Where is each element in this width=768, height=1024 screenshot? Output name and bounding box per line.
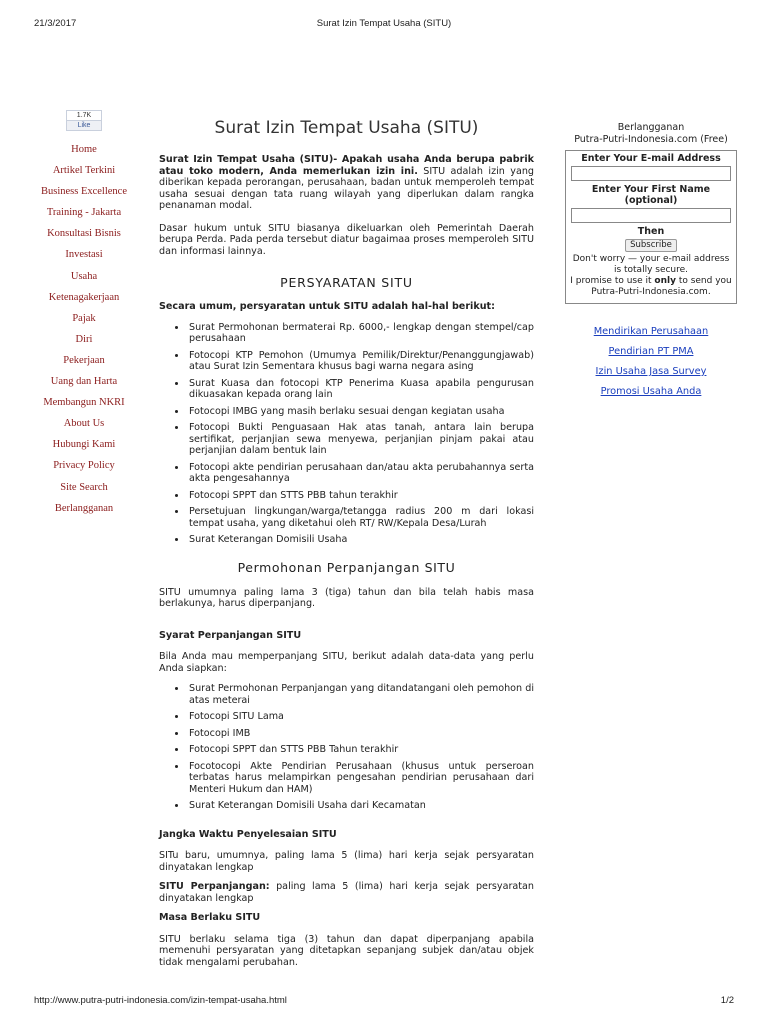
processing-renewal-bold: SITU Perpanjangan:	[159, 881, 270, 892]
requirement-item: • Fotocopi IMBG yang masih berlaku sesuai dengan kegiatan usaha	[187, 406, 534, 418]
related-link-pendirian-pt-pma[interactable]: Pendirian PT PMA	[608, 346, 694, 357]
sidebar-item-konsultasi-bisnis[interactable]: Konsultasi Bisnis	[47, 228, 121, 240]
processing-renewal-paragraph	[159, 881, 534, 904]
first-name-field[interactable]	[571, 208, 731, 223]
promise-text-b: only	[654, 276, 676, 286]
intro-bold: Surat Izin Tempat Usaha (SITU)- Apakah usaha Anda berupa pabrik atau toko modern, Anda memerlukan izin ini.	[159, 154, 534, 177]
related-link-promosi-usaha-anda[interactable]: Promosi Usaha Anda	[600, 386, 702, 397]
requirement-item: • Fotocopi SPPT dan STTS PBB tahun terakhir	[187, 490, 534, 502]
promise-note	[570, 276, 732, 298]
article	[159, 118, 534, 968]
requirement-item: • Fotocopi Bukti Penguasaan Hak atas tanah, antara lain berupa sertifikat, perjanjian sewa menyewa, perjanjian pinjam pakai atau perjanjian dalam bentuk lain	[187, 422, 534, 457]
sidebar-item-uang-dan-harta[interactable]: Uang dan Harta	[50, 376, 118, 388]
requirement-item: • Fotocopi KTP Pemohon (Umumya Pemilik/Direktur/Penanggungjawab) atau Surat Izin Sementara khusus bagi warna negara asing	[187, 350, 534, 373]
name-label: Enter Your First Name (optional)	[591, 184, 711, 206]
sidebar-nav	[34, 139, 134, 519]
print-page-number: 1/2	[720, 995, 734, 1006]
intro-text: SITU adalah izin yang diberikan kepada perorangan, perusahaan, badan untuk memperoleh tempat usaha sesuai dengan tata ruang wilayah yang diperlukan dalam rangka penanaman modal.	[159, 165, 535, 211]
subscribe-box	[565, 122, 737, 304]
print-title: Surat Izin Tempat Usaha (SITU)	[316, 18, 452, 29]
sidebar-item-pekerjaan[interactable]: Pekerjaan	[63, 354, 105, 366]
section-renewal-heading: Permohonan Perpanjangan SITU	[237, 559, 456, 575]
section-requirements-heading: PERSYARATAN SITU	[280, 275, 413, 290]
processing-renewal-text: paling lama 5 (lima) hari kerja sejak persyaratan dinyatakan lengkap	[159, 881, 534, 904]
requirement-item: • Persetujuan lingkungan/warga/tetangga radius 200 m dari lokasi tempat usaha, yang diketahui oleh RT/ RW/Kepala Desa/Lurah	[187, 506, 534, 529]
security-note: Don't worry — your e-mail address is totally secure.	[572, 254, 730, 275]
renewal-item: • Fotocopi SPPT dan STTS PBB Tahun terakhir	[187, 744, 534, 756]
requirement-item: • Fotocopi akte pendirian perusahaan dan/atau akta perubahannya serta akta pengesahannya	[187, 462, 534, 485]
sidebar-item-investasi[interactable]: Investasi	[65, 249, 103, 261]
sidebar-item-berlangganan[interactable]: Berlangganan	[54, 502, 114, 514]
subscribe-button[interactable]: Subscribe	[625, 239, 677, 252]
renewal-item: • Focotocopi Akte Pendirian Perusahaan (khusus untuk perseroan terbatas harus melampirkan pengesahan pendirian perusahaan dari Menteri Hukum dan HAM)	[187, 761, 534, 796]
promise-text-c: to send you Putra-Putri-Indonesia.com.	[591, 276, 732, 297]
renewal-item: • Surat Keterangan Domisili Usaha dari Kecamatan	[187, 800, 534, 812]
related-links	[565, 326, 737, 406]
renewal-requirements-heading: Syarat Perpanjangan SITU	[159, 629, 302, 641]
sidebar-item-pajak[interactable]: Pajak	[72, 312, 96, 324]
subscribe-heading: Berlangganan	[617, 122, 685, 133]
sidebar-item-home[interactable]: Home	[71, 144, 97, 155]
sidebar-item-diri[interactable]: Diri	[75, 333, 93, 345]
left-sidebar	[34, 110, 134, 519]
related-link-izin-usaha-jasa-survey[interactable]: Izin Usaha Jasa Survey	[595, 366, 707, 377]
legal-basis-paragraph: Dasar hukum untuk SITU biasanya dikeluarkan oleh Pemerintah Daerah berupa Perda. Pada perda tersebut diatur bagaimaa proses memperoleh SITU dan informasi lainnya.	[159, 222, 534, 257]
processing-time-heading: Jangka Waktu Penyelesaian SITU	[159, 828, 337, 840]
print-url: http://www.putra-putri-indonesia.com/izin-tempat-usaha.html	[34, 995, 287, 1006]
email-field[interactable]	[571, 166, 731, 181]
email-label: Enter Your E-mail Address	[581, 153, 721, 164]
subscribe-form	[565, 150, 737, 304]
facebook-like-box[interactable]	[66, 110, 102, 131]
requirement-item: • Surat Permohonan bermaterai Rp. 6000,- lengkap dengan stempel/cap perusahaan	[187, 322, 534, 345]
renewal-list	[159, 683, 534, 812]
requirement-item: • Surat Keterangan Domisili Usaha	[187, 534, 534, 546]
renewal-paragraph: SITU umumnya paling lama 3 (tiga) tahun dan bila telah habis masa berlakunya, harus diperpanjang.	[159, 586, 534, 609]
requirements-list	[159, 322, 534, 546]
sidebar-item-usaha[interactable]: Usaha	[70, 270, 98, 282]
article-title: Surat Izin Tempat Usaha (SITU)	[214, 118, 479, 138]
subscribe-site: Putra-Putri-Indonesia.com (Free)	[574, 134, 728, 145]
intro-paragraph	[159, 154, 534, 212]
sidebar-item-training-jakarta[interactable]: Training - Jakarta	[46, 207, 122, 219]
sidebar-item-site-search[interactable]: Site Search	[60, 481, 108, 493]
sidebar-item-artikel-terkini[interactable]: Artikel Terkini	[52, 165, 116, 177]
sidebar-item-membangun-nkri[interactable]: Membangun NKRI	[43, 397, 125, 409]
validity-heading: Masa Berlaku SITU	[159, 912, 261, 923]
renewal-item: • Fotocopi SITU Lama	[187, 711, 534, 723]
processing-new-paragraph: SITu baru, umumnya, paling lama 5 (lima) hari kerja sejak persyaratan dinyatakan lengkap	[159, 850, 534, 873]
related-link-mendirikan-perusahaan[interactable]: Mendirikan Perusahaan	[593, 326, 709, 337]
requirements-lead: Secara umum, persyaratan untuk SITU adalah hal-hal berikut:	[159, 301, 495, 312]
sidebar-item-privacy-policy[interactable]: Privacy Policy	[53, 460, 115, 472]
sidebar-item-business-excellence[interactable]: Business Excellence	[40, 186, 127, 198]
like-count: 1.7K	[67, 111, 101, 121]
print-date: 21/3/2017	[34, 18, 77, 29]
sidebar-item-about-us[interactable]: About Us	[63, 418, 105, 430]
like-button[interactable]: Like	[67, 121, 101, 130]
renewal-item: • Fotocopi IMB	[187, 728, 534, 740]
then-label: Then	[637, 226, 665, 237]
promise-text-a: I promise to use it	[570, 276, 655, 286]
renewal-requirements-lead: Bila Anda mau memperpanjang SITU, berikut adalah data-data yang perlu Anda siapkan:	[159, 651, 534, 674]
validity-paragraph: SITU berlaku selama tiga (3) tahun dan dapat diperpanjang apabila memenuhi persyaratan yang ditetapkan sepanjang subjek dan/atau objek tidak mengalami perubahan.	[159, 933, 534, 968]
sidebar-item-hubungi-kami[interactable]: Hubungi Kami	[52, 439, 116, 451]
sidebar-item-ketenagakerjaan[interactable]: Ketenagakerjaan	[48, 291, 120, 303]
requirement-item: • Surat Kuasa dan fotocopi KTP Penerima Kuasa apabila pengurusan dikuasakan kepada orang lain	[187, 378, 534, 401]
renewal-item: • Surat Permohonan Perpanjangan yang ditandatangani oleh pemohon di atas meterai	[187, 683, 534, 706]
